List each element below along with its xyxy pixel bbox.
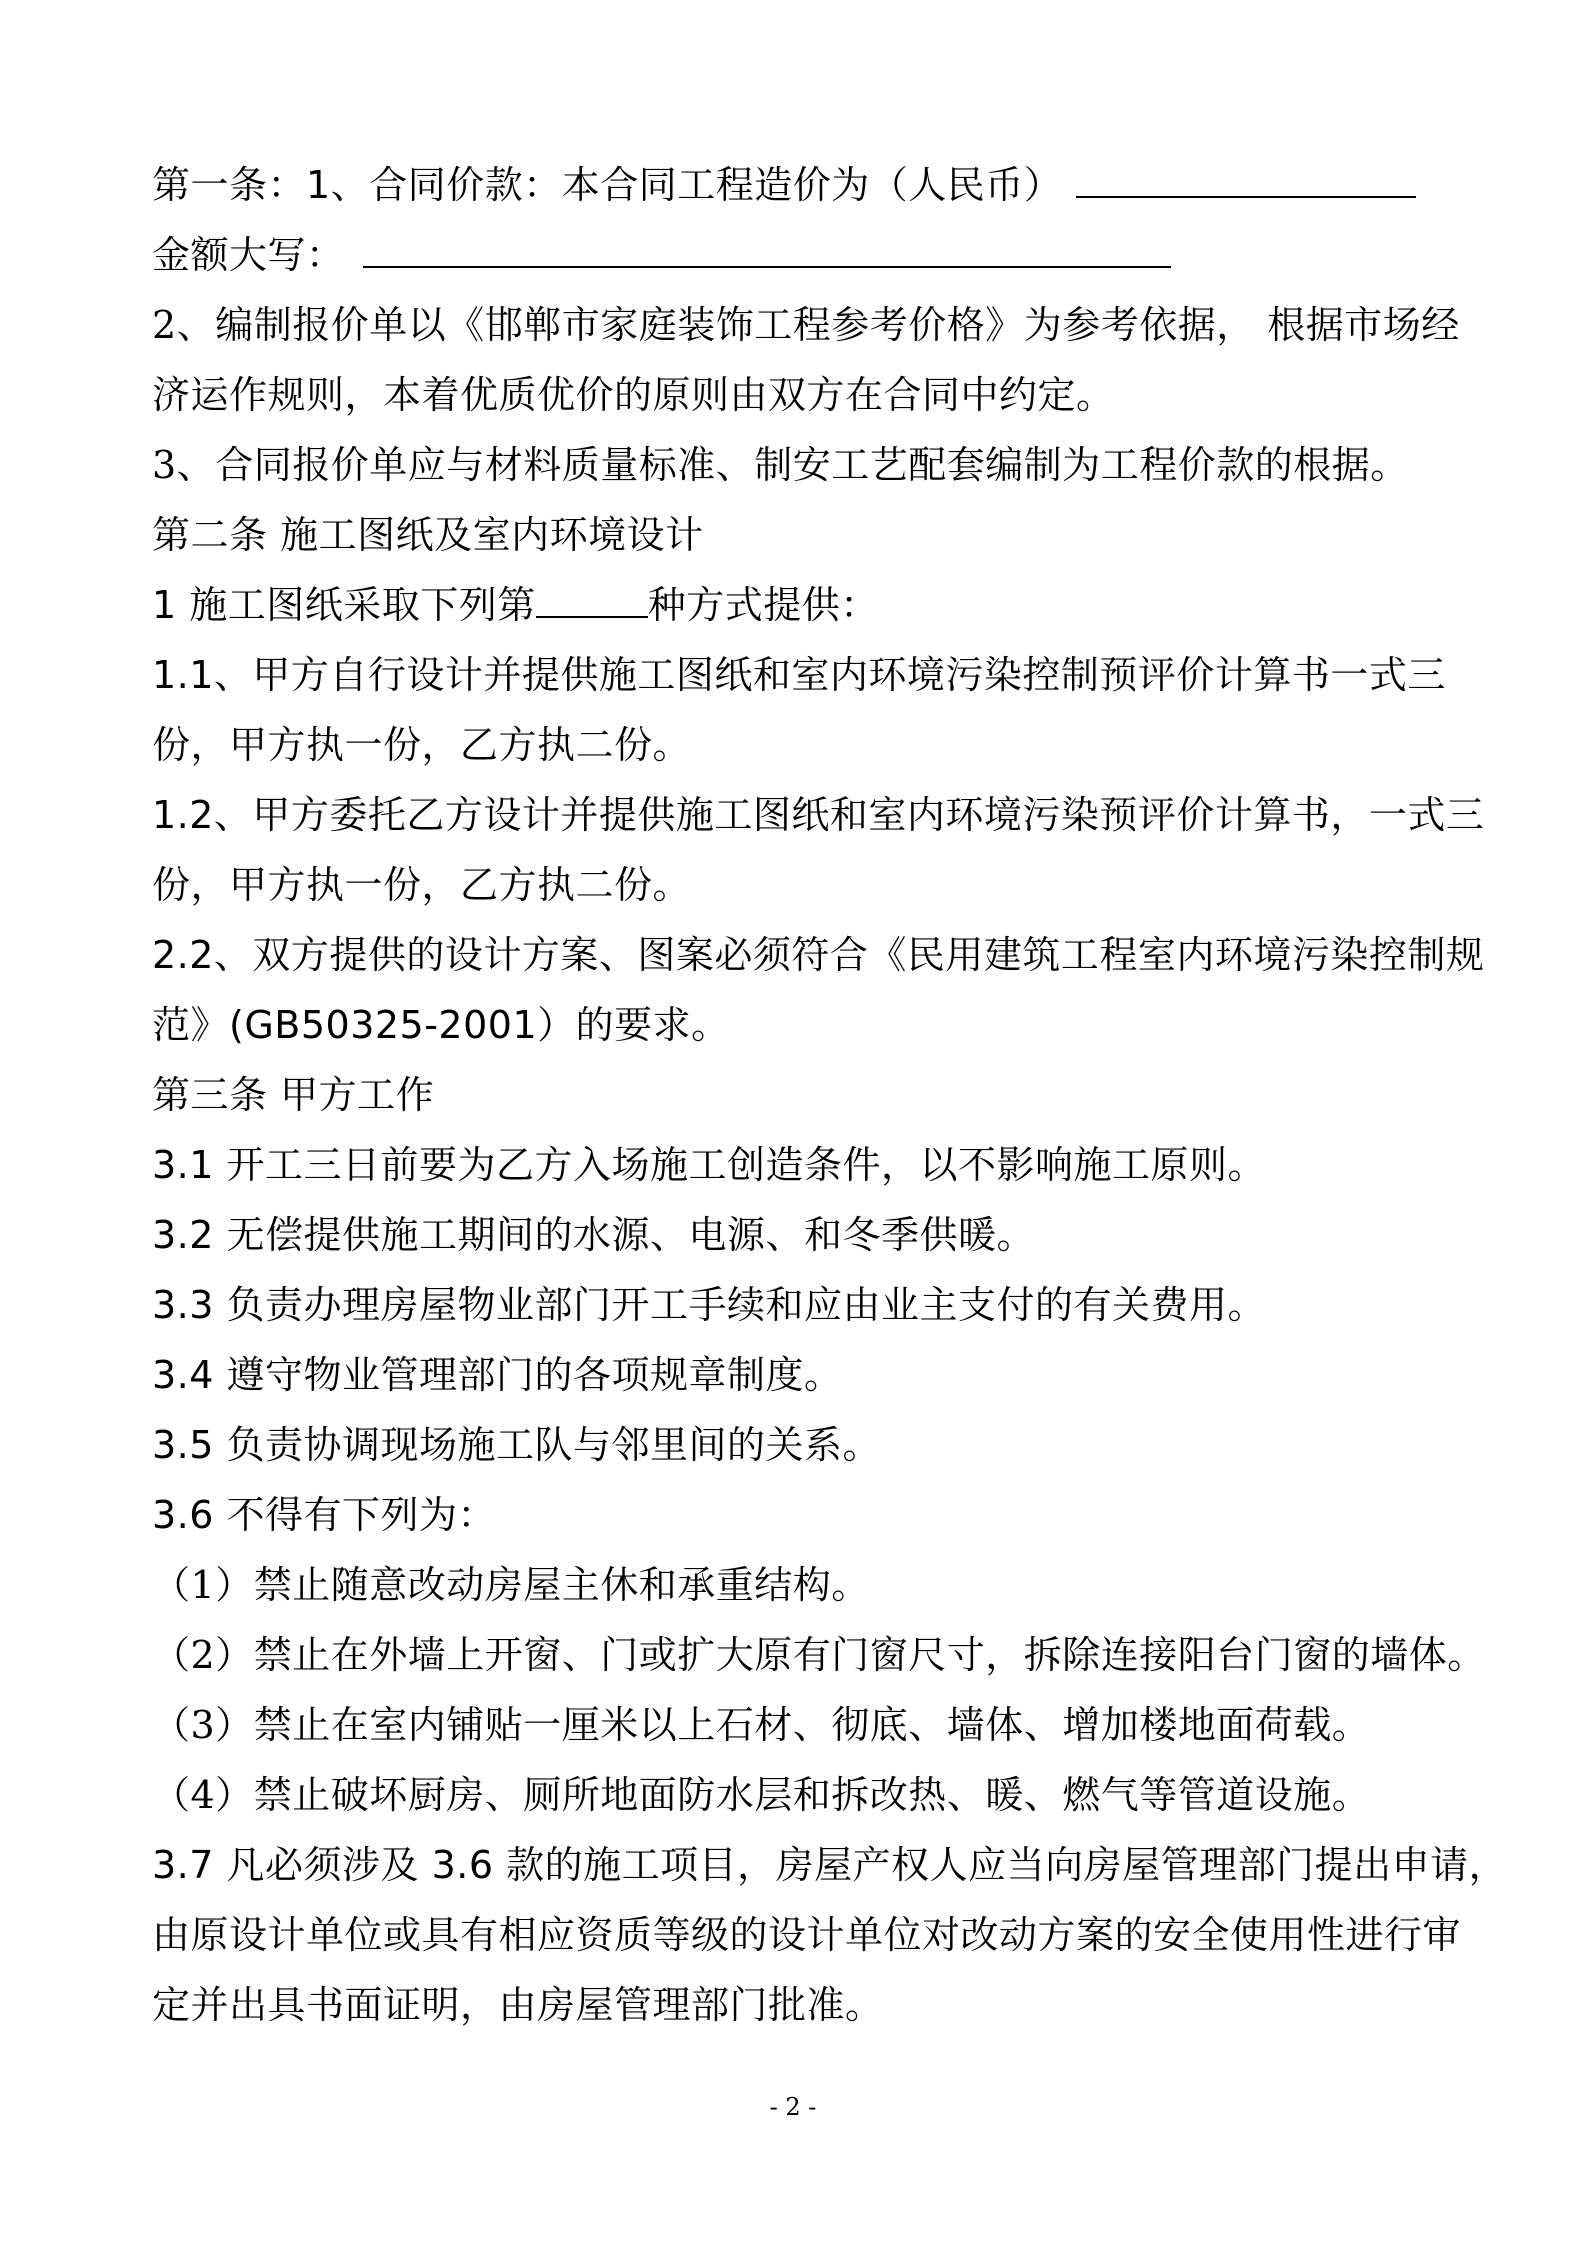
article3-sub2 [152, 1620, 1486, 1690]
page-number: - 2 - [769, 2093, 817, 2121]
article2-item1-before: 1 施工图纸采取下列第 [152, 583, 536, 627]
article3-item31: 3.1 开工三日前要为乙方入场施工创造条件，以不影响施工原则。 [152, 1143, 1267, 1187]
article3-sub1 [152, 1550, 1452, 1620]
article1-item2-line1 [152, 290, 1460, 360]
method-blank-line [536, 572, 648, 618]
article3-item37-line3: 定并出具书面证明，由房屋管理部门批准。 [152, 1983, 884, 2027]
article3-item33: 3.3 负责办理房屋物业部门开工手续和应由业主支付的有关费用。 [152, 1283, 1267, 1327]
article3-item37-line1: 3.7 凡必须涉及 3.6 款的施工项目，房屋产权人应当向房屋管理部门提出申请， [152, 1843, 1508, 1887]
amount-line [152, 220, 1452, 290]
sub2-text: 禁止在外墙上开窗、门或扩大原有门窗尺寸，拆除连接阳台门窗的墙体。 [253, 1633, 1486, 1677]
sub4-number: （4） [152, 1773, 254, 1817]
amount-label: 金额大写： [152, 233, 345, 277]
article2-item22-line1: 2.2、双方提供的设计方案、图案必须符合《民用建筑工程室内环境污染控制规 [152, 933, 1485, 977]
article3-sub3 [152, 1690, 1452, 1760]
sub1-number: （1） [152, 1563, 254, 1607]
article1-item3-line [152, 430, 1452, 500]
sub1-text: 禁止随意改动房屋主休和承重结构。 [253, 1563, 870, 1607]
article3-title: 甲方工作 [267, 1073, 435, 1117]
article3-item36: 3.6 不得有下列为： [152, 1493, 497, 1537]
article3-sub4 [152, 1760, 1452, 1830]
article2-label: 第二条 [152, 513, 268, 557]
article3-item34: 3.4 遵守物业管理部门的各项规章制度。 [152, 1353, 843, 1397]
amount-blank-line [363, 222, 1171, 268]
article1-item3-prefix: 3、 [152, 443, 216, 487]
article1-item1-text: 1、合同价款：本合同工程造价为（人民币） [306, 163, 1063, 207]
article2-item22-line2: 范》(GB50325-2001）的要求。 [152, 1003, 730, 1047]
article1-item2-line2: 济运作规则，本着优质优价的原则由双方在合同中约定。 [152, 373, 1115, 417]
price-blank-line [1076, 152, 1416, 198]
article2-title: 施工图纸及室内环境设计 [267, 513, 704, 557]
sub2-number: （2） [152, 1633, 254, 1677]
article2-item1-line [152, 570, 1452, 640]
article3-item37-line2: 由原设计单位或具有相应资质等级的设计单位对改动方案的安全使用性进行审 [152, 1913, 1462, 1957]
sub3-number: （3） [152, 1703, 254, 1747]
article1-line [152, 150, 1452, 220]
article2-heading [152, 500, 1452, 570]
article3-item32: 3.2 无偿提供施工期间的水源、电源、和冬季供暖。 [152, 1213, 1036, 1257]
article2-item12-line2: 份，甲方执一份，乙方执二份。 [152, 863, 692, 907]
article3-item35: 3.5 负责协调现场施工队与邻里间的关系。 [152, 1423, 882, 1467]
article2-item12-line1: 1.2、甲方委托乙方设计并提供施工图纸和室内环境污染预评价计算书，一式三 [152, 793, 1485, 837]
article1-item3-text: 合同报价单应与材料质量标准、制安工艺配套编制为工程价款的根据。 [215, 443, 1409, 487]
sub3-text: 禁止在室内铺贴一厘米以上石材、彻底、墙体、增加楼地面荷载。 [253, 1703, 1371, 1747]
article3-label: 第三条 [152, 1073, 268, 1117]
article1-label: 第一条： [152, 163, 307, 207]
article1-item2-text1: 编制报价单以《邯郸市家庭装饰工程参考价格》为参考依据， 根据市场经 [215, 303, 1460, 347]
contract-body [152, 150, 1508, 2040]
article2-item1-after: 种方式提供： [647, 583, 879, 627]
article2-item11-line1: 1.1、甲方自行设计并提供施工图纸和室内环境污染控制预评价计算书一式三 [152, 653, 1446, 697]
article3-heading [152, 1060, 1452, 1130]
sub4-text: 禁止破坏厨房、厕所地面防水层和拆改热、暖、燃气等管道设施。 [253, 1773, 1371, 1817]
article2-item11-line2: 份，甲方执一份，乙方执二份。 [152, 723, 692, 767]
article1-item2-prefix: 2、 [152, 303, 216, 347]
